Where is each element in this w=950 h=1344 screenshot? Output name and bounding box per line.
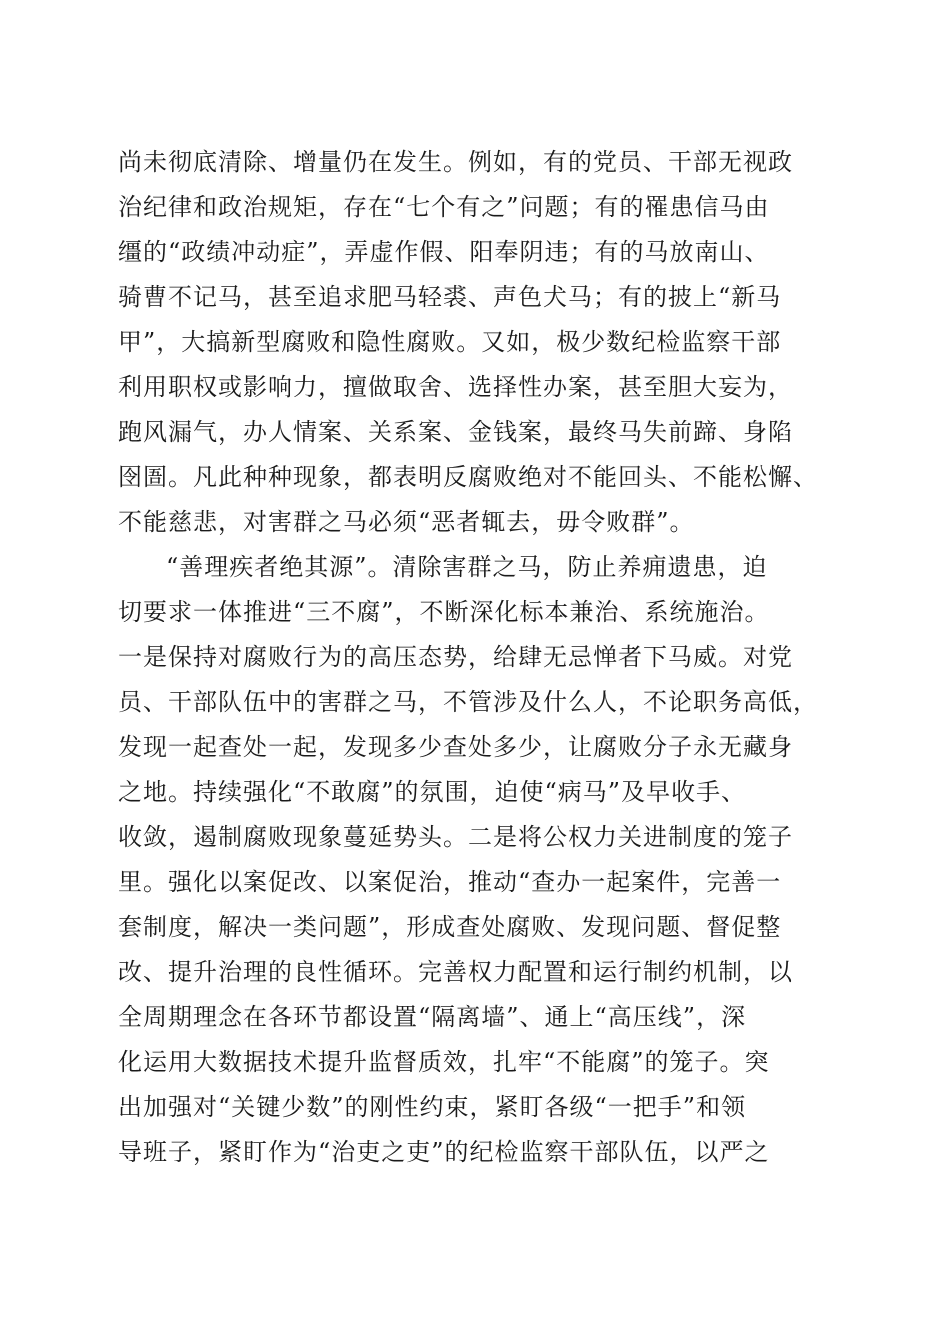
paragraph-start-line: “善理疾者绝其源”。清除害群之马，防止养痈遗患，迫 [166,553,768,581]
text-line: 导班子，紧盯作为“治吏之吏”的纪检监察干部队伍，以严之 [118,1138,770,1166]
text-line: 尚未彻底清除、增量仍在发生。例如，有的党员、干部无视政 [118,148,793,176]
text-line: 化运用大数据技术提升监督质效，扎牢“不能腐”的笼子。突 [118,1048,770,1076]
text-line: 治纪律和政治规矩，存在“七个有之”问题；有的罹患信马由 [118,193,770,221]
text-line: 切要求一体推进“三不腐”，不断深化标本兼治、系统施治。 [118,598,770,626]
text-line: 跑风漏气，办人情案、关系案、金钱案，最终马失前蹄、身陷 [118,418,793,446]
text-line: 出加强对“关键少数”的刚性约束，紧盯各级“一把手”和领 [118,1093,747,1121]
text-line: 缰的“政绩冲动症”，弄虚作假、阳奉阴违；有的马放南山、 [118,238,770,266]
text-line: 改、提升治理的良性循环。完善权力配置和运行制约机制，以 [118,958,793,986]
text-line: 甲”，大搞新型腐败和隐性腐败。又如，极少数纪检监察干部 [118,328,782,356]
text-line: 发现一起查处一起，发现多少查处多少，让腐败分子永无藏身 [118,733,793,761]
text-line: 骑曹不记马，甚至追求肥马轻裘、声色犬马；有的披上“新马 [118,283,782,311]
text-line: 利用职权或影响力，擅做取舍、选择性办案，甚至胆大妄为， [118,373,793,401]
text-line: 全周期理念在各环节都设置“隔离墙”、通上“高压线”，深 [118,1003,747,1031]
text-line: 员、干部队伍中的害群之马，不管涉及什么人，不论职务高低， [118,688,818,716]
text-line: 里。强化以案促改、以案促治，推动“查办一起案件，完善一 [118,868,782,896]
text-line: 套制度，解决一类问题”，形成查处腐败、发现问题、督促整 [118,913,782,941]
text-line: 囹圄。凡此种种现象，都表明反腐败绝对不能回头、不能松懈、 [118,463,818,491]
text-line: 一是保持对腐败行为的高压态势，给肆无忌惮者下马威。对党 [118,643,793,671]
text-line: 不能慈悲，对害群之马必须“恶者辄去，毋令败群”。 [118,508,695,536]
body-text [118,140,838,1175]
text-line: 之地。持续强化“不敢腐”的氛围，迫使“病马”及早收手、 [118,778,747,806]
text-line: 收敛，遏制腐败现象蔓延势头。二是将公权力关进制度的笼子 [118,823,793,851]
